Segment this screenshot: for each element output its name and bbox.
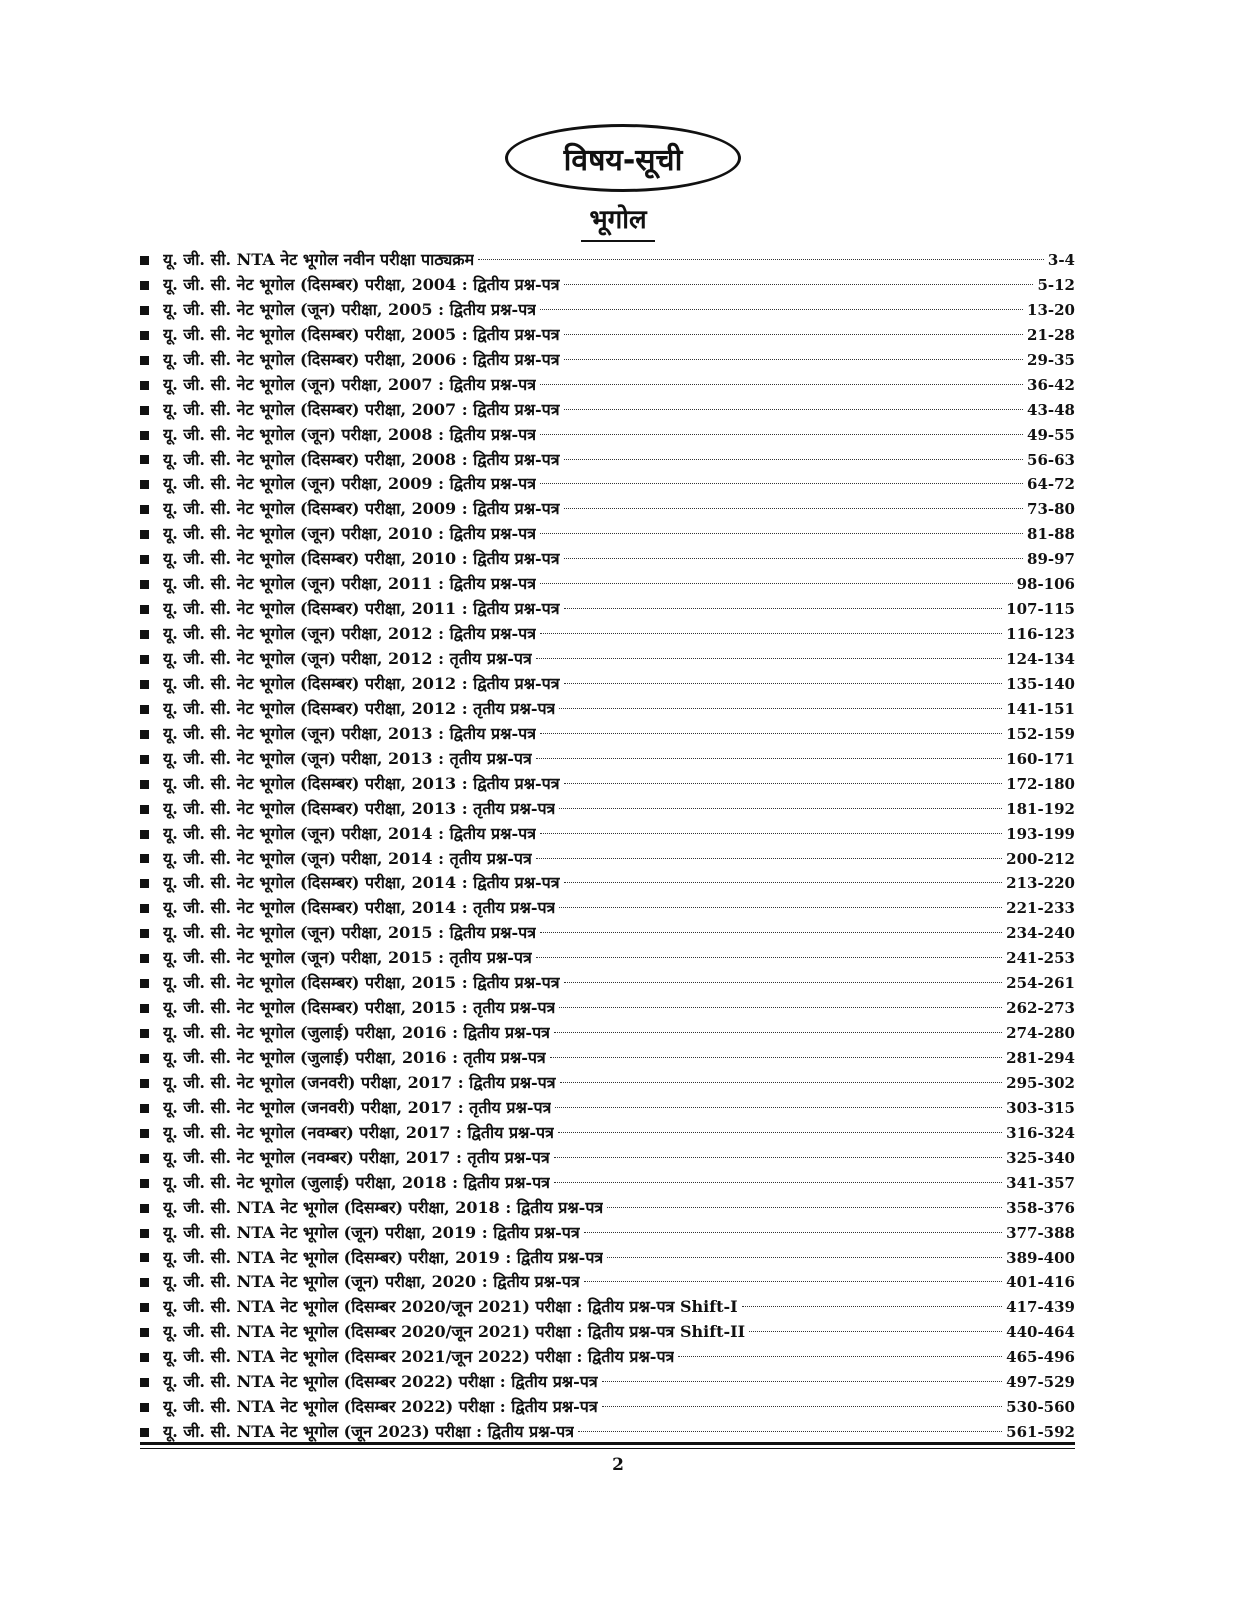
dot-leader <box>554 1032 1002 1033</box>
square-bullet-icon <box>140 1378 149 1387</box>
square-bullet-icon <box>140 655 149 664</box>
square-bullet-icon <box>140 1353 149 1362</box>
toc-entry-title: यू. जी. सी. नेट भूगोल (दिसम्बर) परीक्षा, 2012 : द्वितीय प्रश्न-पत्र <box>163 673 560 693</box>
square-bullet-icon <box>140 256 149 265</box>
toc-entry-title: यू. जी. सी. नेट भूगोल (दिसम्बर) परीक्षा, 2008 : द्वितीय प्रश्न-पत्र <box>163 449 560 469</box>
square-bullet-icon <box>140 1303 149 1312</box>
toc-entry[interactable] <box>140 1096 1075 1121</box>
dot-leader <box>540 633 1002 634</box>
dot-leader <box>559 907 1002 908</box>
toc-entry-pages: 98-106 <box>1016 575 1075 594</box>
table-of-contents <box>140 248 1075 1445</box>
toc-entry-pages: 49-55 <box>1027 425 1075 444</box>
square-bullet-icon <box>140 954 149 963</box>
toc-entry[interactable] <box>140 248 1075 273</box>
toc-entry[interactable] <box>140 946 1075 971</box>
toc-entry-title: यू. जी. सी. NTA नेट भूगोल (दिसम्बर) परीक्षा, 2019 : द्वितीय प्रश्न-पत्र <box>163 1247 604 1267</box>
toc-entry-pages: 358-376 <box>1006 1198 1075 1217</box>
toc-entry[interactable] <box>140 1046 1075 1071</box>
page-number: 2 <box>612 1455 624 1475</box>
toc-entry-pages: 141-151 <box>1006 699 1075 718</box>
toc-entry-pages: 389-400 <box>1006 1248 1075 1267</box>
subject-heading <box>0 200 1236 242</box>
dot-leader <box>564 284 1034 285</box>
square-bullet-icon <box>140 1328 149 1337</box>
dot-leader <box>742 1306 1003 1307</box>
dot-leader <box>564 982 1003 983</box>
toc-entry[interactable] <box>140 1395 1075 1420</box>
toc-entry-pages: 213-220 <box>1006 874 1075 893</box>
toc-entry-pages: 377-388 <box>1006 1223 1075 1242</box>
toc-entry-pages: 530-560 <box>1006 1398 1075 1417</box>
toc-entry[interactable] <box>140 1171 1075 1196</box>
square-bullet-icon <box>140 480 149 489</box>
toc-entry[interactable] <box>140 772 1075 797</box>
toc-entry-pages: 241-253 <box>1006 949 1075 968</box>
toc-entry[interactable] <box>140 273 1075 298</box>
toc-entry-title: यू. जी. सी. नेट भूगोल (दिसम्बर) परीक्षा, 2014 : तृतीय प्रश्न-पत्र <box>163 898 556 918</box>
toc-entry-title: यू. जी. सी. नेट भूगोल (दिसम्बर) परीक्षा, 2014 : द्वितीय प्रश्न-पत्र <box>163 873 560 893</box>
dot-leader <box>584 1232 1002 1233</box>
square-bullet-icon <box>140 306 149 315</box>
dot-leader <box>564 409 1023 410</box>
square-bullet-icon <box>140 830 149 839</box>
dot-leader <box>540 533 1023 534</box>
dot-leader <box>540 384 1023 385</box>
toc-entry-pages: 325-340 <box>1006 1148 1075 1167</box>
toc-entry-title: यू. जी. सी. नेट भूगोल (जुलाई) परीक्षा, 2018 : द्वितीय प्रश्न-पत्र <box>163 1172 550 1192</box>
toc-entry-pages: 295-302 <box>1006 1073 1075 1092</box>
toc-entry-pages: 73-80 <box>1027 500 1075 519</box>
toc-entry-title: यू. जी. सी. नेट भूगोल (जून) परीक्षा, 2011 : द्वितीय प्रश्न-पत्र <box>163 574 537 594</box>
toc-entry-title: यू. जी. सी. नेट भूगोल (दिसम्बर) परीक्षा, 2013 : द्वितीय प्रश्न-पत्र <box>163 773 560 793</box>
dot-leader <box>559 1007 1002 1008</box>
square-bullet-icon <box>140 1154 149 1163</box>
square-bullet-icon <box>140 1179 149 1188</box>
page-title <box>505 124 741 192</box>
square-bullet-icon <box>140 281 149 290</box>
toc-entry-pages: 193-199 <box>1006 824 1075 843</box>
square-bullet-icon <box>140 1229 149 1238</box>
toc-entry-title: यू. जी. सी. नेट भूगोल (नवम्बर) परीक्षा, 2017 : तृतीय प्रश्न-पत्र <box>163 1147 550 1167</box>
toc-entry-title: यू. जी. सी. NTA नेट भूगोल (दिसम्बर 2020/जून 2021) परीक्षा : द्वितीय प्रश्न-पत्र Shift-II <box>163 1322 746 1342</box>
toc-entry[interactable] <box>140 323 1075 348</box>
toc-entry[interactable] <box>140 298 1075 323</box>
square-bullet-icon <box>140 1403 149 1412</box>
toc-entry-title: यू. जी. सी. नेट भूगोल (जून) परीक्षा, 2010 : द्वितीय प्रश्न-पत्र <box>163 524 537 544</box>
toc-entry[interactable] <box>140 472 1075 497</box>
toc-entry-pages: 107-115 <box>1006 600 1075 619</box>
toc-entry[interactable] <box>140 1270 1075 1295</box>
footer-divider-thin <box>140 1448 1075 1449</box>
square-bullet-icon <box>140 331 149 340</box>
toc-entry[interactable] <box>140 1221 1075 1246</box>
dot-leader <box>536 957 1002 958</box>
toc-entry[interactable] <box>140 572 1075 597</box>
toc-entry-title: यू. जी. सी. नेट भूगोल (दिसम्बर) परीक्षा, 2007 : द्वितीय प्रश्न-पत्र <box>163 399 560 419</box>
dot-leader <box>554 1182 1002 1183</box>
dot-leader <box>536 758 1002 759</box>
toc-entry-title: यू. जी. सी. नेट भूगोल (दिसम्बर) परीक्षा, 2012 : तृतीय प्रश्न-पत्र <box>163 698 556 718</box>
dot-leader <box>478 259 1044 260</box>
square-bullet-icon <box>140 780 149 789</box>
toc-entry-title: यू. जी. सी. नेट भूगोल (दिसम्बर) परीक्षा, 2006 : द्वितीय प्रश्न-पत्र <box>163 349 560 369</box>
dot-leader <box>536 858 1002 859</box>
square-bullet-icon <box>140 1204 149 1213</box>
dot-leader <box>607 1207 1002 1208</box>
toc-entry[interactable] <box>140 1295 1075 1320</box>
toc-entry-pages: 200-212 <box>1006 849 1075 868</box>
toc-entry-pages: 303-315 <box>1006 1098 1075 1117</box>
toc-entry-pages: 3-4 <box>1047 251 1075 269</box>
dot-leader <box>559 708 1002 709</box>
square-bullet-icon <box>140 555 149 564</box>
square-bullet-icon <box>140 455 149 464</box>
dot-leader <box>540 583 1013 584</box>
toc-entry-pages: 124-134 <box>1006 650 1075 668</box>
toc-entry[interactable] <box>140 747 1075 772</box>
toc-entry-title: यू. जी. सी. नेट भूगोल (दिसम्बर) परीक्षा, 2010 : द्वितीय प्रश्न-पत्र <box>163 549 560 569</box>
toc-entry-title: यू. जी. सी. NTA नेट भूगोल नवीन परीक्षा पाठ्यक्रम <box>163 250 475 269</box>
square-bullet-icon <box>140 1253 149 1262</box>
toc-entry-title: यू. जी. सी. नेट भूगोल (दिसम्बर) परीक्षा, 2015 : तृतीय प्रश्न-पत्र <box>163 998 556 1018</box>
toc-entry[interactable] <box>140 971 1075 996</box>
square-bullet-icon <box>140 431 149 440</box>
toc-entry-pages: 160-171 <box>1006 749 1075 768</box>
toc-entry-pages: 262-273 <box>1006 999 1075 1018</box>
dot-leader <box>564 683 1003 684</box>
square-bullet-icon <box>140 530 149 539</box>
dot-leader <box>584 1281 1002 1282</box>
toc-entry-pages: 13-20 <box>1027 300 1075 319</box>
subject-heading-text: भूगोल <box>581 200 654 242</box>
toc-entry[interactable] <box>140 1121 1075 1146</box>
toc-entry-title: यू. जी. सी. NTA नेट भूगोल (दिसम्बर 2020/जून 2021) परीक्षा : द्वितीय प्रश्न-पत्र Shift-I <box>163 1297 738 1317</box>
toc-entry[interactable] <box>140 921 1075 946</box>
toc-entry-pages: 465-496 <box>1006 1348 1075 1367</box>
toc-entry-pages: 81-88 <box>1027 525 1075 544</box>
toc-entry-pages: 89-97 <box>1027 550 1075 569</box>
toc-entry[interactable] <box>140 448 1075 473</box>
dot-leader <box>564 558 1023 559</box>
toc-entry[interactable] <box>140 1370 1075 1395</box>
square-bullet-icon <box>140 381 149 390</box>
toc-entry[interactable] <box>140 1345 1075 1370</box>
toc-entry-title: यू. जी. सी. NTA नेट भूगोल (जून) परीक्षा, 2020 : द्वितीय प्रश्न-पत्र <box>163 1272 580 1292</box>
square-bullet-icon <box>140 705 149 714</box>
dot-leader <box>554 1157 1002 1158</box>
toc-entry-title: यू. जी. सी. नेट भूगोल (दिसम्बर) परीक्षा, 2009 : द्वितीय प्रश्न-पत्र <box>163 499 560 519</box>
square-bullet-icon <box>140 854 149 863</box>
square-bullet-icon <box>140 1054 149 1063</box>
toc-entry[interactable] <box>140 647 1075 672</box>
toc-entry[interactable] <box>140 847 1075 872</box>
toc-entry-pages: 56-63 <box>1027 450 1075 469</box>
toc-entry[interactable] <box>140 1320 1075 1345</box>
toc-entry-title: यू. जी. सी. नेट भूगोल (जुलाई) परीक्षा, 2016 : तृतीय प्रश्न-पत्र <box>163 1048 546 1067</box>
dot-leader <box>536 658 1002 659</box>
toc-entry-title: यू. जी. सी. नेट भूगोल (जून) परीक्षा, 2015 : तृतीय प्रश्न-पत्र <box>163 948 532 968</box>
toc-entry-title: यू. जी. सी. नेट भूगोल (जनवरी) परीक्षा, 2017 : द्वितीय प्रश्न-पत्र <box>163 1072 556 1092</box>
dot-leader <box>540 932 1002 933</box>
dot-leader <box>607 1257 1002 1258</box>
square-bullet-icon <box>140 755 149 764</box>
toc-entry-pages: 64-72 <box>1027 475 1075 494</box>
toc-entry-title: यू. जी. सी. नेट भूगोल (जून) परीक्षा, 2008 : द्वितीय प्रश्न-पत्र <box>163 424 537 444</box>
toc-entry[interactable] <box>140 398 1075 423</box>
toc-entry-pages: 401-416 <box>1006 1273 1075 1292</box>
square-bullet-icon <box>140 605 149 614</box>
toc-entry-title: यू. जी. सी. नेट भूगोल (जून) परीक्षा, 2015 : द्वितीय प्रश्न-पत्र <box>163 923 537 943</box>
dot-leader <box>564 608 1003 609</box>
toc-entry-pages: 341-357 <box>1006 1173 1075 1192</box>
dot-leader <box>550 1057 1002 1058</box>
toc-entry-pages: 440-464 <box>1006 1323 1075 1342</box>
toc-entry-title: यू. जी. सी. नेट भूगोल (जनवरी) परीक्षा, 2017 : तृतीय प्रश्न-पत्र <box>163 1097 552 1117</box>
toc-entry-pages: 135-140 <box>1006 674 1075 693</box>
toc-entry-title: यू. जी. सी. NTA नेट भूगोल (जून) परीक्षा, 2019 : द्वितीय प्रश्न-पत्र <box>163 1222 580 1242</box>
dot-leader <box>564 459 1023 460</box>
dot-leader <box>564 359 1023 360</box>
toc-entry-pages: 254-261 <box>1006 974 1075 993</box>
toc-entry-pages: 116-123 <box>1006 625 1075 644</box>
square-bullet-icon <box>140 680 149 689</box>
toc-entry[interactable] <box>140 722 1075 747</box>
toc-entry[interactable] <box>140 497 1075 522</box>
toc-entry-title: यू. जी. सी. NTA नेट भूगोल (जून 2023) परीक्षा : द्वितीय प्रश्न-पत्र <box>163 1422 575 1442</box>
square-bullet-icon <box>140 1104 149 1113</box>
toc-entry[interactable] <box>140 797 1075 822</box>
dot-leader <box>564 508 1023 509</box>
toc-entry-pages: 36-42 <box>1027 375 1075 394</box>
toc-entry-title: यू. जी. सी. नेट भूगोल (नवम्बर) परीक्षा, 2017 : द्वितीय प्रश्न-पत्र <box>163 1122 554 1142</box>
toc-entry-pages: 497-529 <box>1006 1373 1075 1392</box>
square-bullet-icon <box>140 505 149 514</box>
toc-entry-pages: 281-294 <box>1006 1049 1075 1067</box>
dot-leader <box>559 808 1002 809</box>
toc-entry[interactable] <box>140 1146 1075 1171</box>
toc-entry-pages: 417-439 <box>1006 1298 1075 1317</box>
toc-entry-title: यू. जी. सी. नेट भूगोल (जून) परीक्षा, 2013 : द्वितीय प्रश्न-पत्र <box>163 723 537 743</box>
dot-leader <box>564 783 1003 784</box>
dot-leader <box>602 1381 1002 1382</box>
dot-leader <box>564 334 1023 335</box>
toc-entry-title: यू. जी. सी. नेट भूगोल (जुलाई) परीक्षा, 2016 : द्वितीय प्रश्न-पत्र <box>163 1023 550 1043</box>
toc-entry[interactable] <box>140 373 1075 398</box>
toc-entry[interactable] <box>140 697 1075 722</box>
square-bullet-icon <box>140 580 149 589</box>
square-bullet-icon <box>140 879 149 888</box>
square-bullet-icon <box>140 929 149 938</box>
dot-leader <box>749 1331 1002 1332</box>
toc-entry[interactable] <box>140 547 1075 572</box>
toc-entry-pages: 152-159 <box>1006 724 1075 743</box>
square-bullet-icon <box>140 730 149 739</box>
square-bullet-icon <box>140 1079 149 1088</box>
toc-entry[interactable] <box>140 348 1075 373</box>
dot-leader <box>540 434 1023 435</box>
dot-leader <box>540 309 1023 310</box>
toc-entry-pages: 5-12 <box>1037 275 1075 294</box>
toc-entry-pages: 274-280 <box>1006 1024 1075 1043</box>
toc-entry[interactable] <box>140 1196 1075 1221</box>
square-bullet-icon <box>140 406 149 415</box>
toc-entry-title: यू. जी. सी. नेट भूगोल (जून) परीक्षा, 2005 : द्वितीय प्रश्न-पत्र <box>163 299 537 319</box>
toc-entry-title: यू. जी. सी. NTA नेट भूगोल (दिसम्बर 2021/जून 2022) परीक्षा : द्वितीय प्रश्न-पत्र <box>163 1347 675 1367</box>
toc-entry-title: यू. जी. सी. नेट भूगोल (दिसम्बर) परीक्षा, 2013 : तृतीय प्रश्न-पत्र <box>163 798 556 818</box>
toc-entry[interactable] <box>140 1071 1075 1096</box>
toc-entry-pages: 181-192 <box>1006 799 1075 818</box>
dot-leader <box>555 1107 1002 1108</box>
toc-entry-pages: 43-48 <box>1027 400 1075 419</box>
dot-leader <box>540 833 1002 834</box>
square-bullet-icon <box>140 979 149 988</box>
toc-entry-title: यू. जी. सी. NTA नेट भूगोल (दिसम्बर 2022) परीक्षा : द्वितीय प्रश्न-पत्र <box>163 1397 598 1417</box>
square-bullet-icon <box>140 1004 149 1013</box>
page-title-text: विषय-सूची <box>563 142 683 178</box>
toc-entry-title: यू. जी. सी. नेट भूगोल (जून) परीक्षा, 2014 : तृतीय प्रश्न-पत्र <box>163 848 532 868</box>
square-bullet-icon <box>140 805 149 814</box>
toc-entry[interactable] <box>140 896 1075 921</box>
toc-entry[interactable] <box>140 822 1075 847</box>
dot-leader <box>678 1356 1002 1357</box>
footer-divider <box>140 1442 1075 1445</box>
dot-leader <box>558 1132 1002 1133</box>
toc-entry[interactable] <box>140 423 1075 448</box>
toc-entry-title: यू. जी. सी. नेट भूगोल (दिसम्बर) परीक्षा, 2004 : द्वितीय प्रश्न-पत्र <box>163 274 560 294</box>
square-bullet-icon <box>140 630 149 639</box>
toc-entry-pages: 221-233 <box>1006 899 1075 918</box>
toc-entry-pages: 234-240 <box>1006 924 1075 943</box>
dot-leader <box>602 1406 1002 1407</box>
toc-entry-title: यू. जी. सी. NTA नेट भूगोल (दिसम्बर 2022) परीक्षा : द्वितीय प्रश्न-पत्र <box>163 1372 598 1392</box>
toc-entry[interactable] <box>140 1021 1075 1046</box>
toc-entry-pages: 172-180 <box>1006 774 1075 793</box>
dot-leader <box>560 1082 1003 1083</box>
toc-entry-title: यू. जी. सी. नेट भूगोल (जून) परीक्षा, 2013 : तृतीय प्रश्न-पत्र <box>163 748 532 768</box>
square-bullet-icon <box>140 904 149 913</box>
toc-entry[interactable] <box>140 597 1075 622</box>
square-bullet-icon <box>140 356 149 365</box>
toc-entry[interactable] <box>140 871 1075 896</box>
square-bullet-icon <box>140 1278 149 1287</box>
toc-entry[interactable] <box>140 672 1075 697</box>
toc-entry[interactable] <box>140 522 1075 547</box>
toc-entry-title: यू. जी. सी. नेट भूगोल (जून) परीक्षा, 2007 : द्वितीय प्रश्न-पत्र <box>163 374 537 394</box>
toc-entry-title: यू. जी. सी. नेट भूगोल (जून) परीक्षा, 2009 : द्वितीय प्रश्न-पत्र <box>163 474 537 494</box>
dot-leader <box>540 733 1002 734</box>
toc-entry-title: यू. जी. सी. नेट भूगोल (दिसम्बर) परीक्षा, 2015 : द्वितीय प्रश्न-पत्र <box>163 973 560 993</box>
dot-leader <box>564 882 1003 883</box>
square-bullet-icon <box>140 1029 149 1038</box>
toc-entry-title: यू. जी. सी. नेट भूगोल (जून) परीक्षा, 2012 : द्वितीय प्रश्न-पत्र <box>163 624 537 644</box>
toc-entry-title: यू. जी. सी. नेट भूगोल (जून) परीक्षा, 2012 : तृतीय प्रश्न-पत्र <box>163 649 532 668</box>
toc-entry-pages: 561-592 <box>1006 1423 1075 1442</box>
square-bullet-icon <box>140 1129 149 1138</box>
toc-entry-title: यू. जी. सी. नेट भूगोल (दिसम्बर) परीक्षा, 2011 : द्वितीय प्रश्न-पत्र <box>163 599 560 619</box>
toc-entry-title: यू. जी. सी. NTA नेट भूगोल (दिसम्बर) परीक्षा, 2018 : द्वितीय प्रश्न-पत्र <box>163 1197 604 1217</box>
square-bullet-icon <box>140 1428 149 1437</box>
toc-entry[interactable] <box>140 622 1075 647</box>
toc-entry-pages: 316-324 <box>1006 1123 1075 1142</box>
toc-entry-title: यू. जी. सी. नेट भूगोल (जून) परीक्षा, 2014 : द्वितीय प्रश्न-पत्र <box>163 823 537 843</box>
toc-entry[interactable] <box>140 1246 1075 1271</box>
toc-entry[interactable] <box>140 996 1075 1021</box>
toc-entry-pages: 29-35 <box>1027 350 1075 369</box>
toc-entry-pages: 21-28 <box>1027 325 1075 344</box>
toc-entry-title: यू. जी. सी. नेट भूगोल (दिसम्बर) परीक्षा, 2005 : द्वितीय प्रश्न-पत्र <box>163 324 560 344</box>
dot-leader <box>540 483 1023 484</box>
dot-leader <box>578 1431 1002 1432</box>
